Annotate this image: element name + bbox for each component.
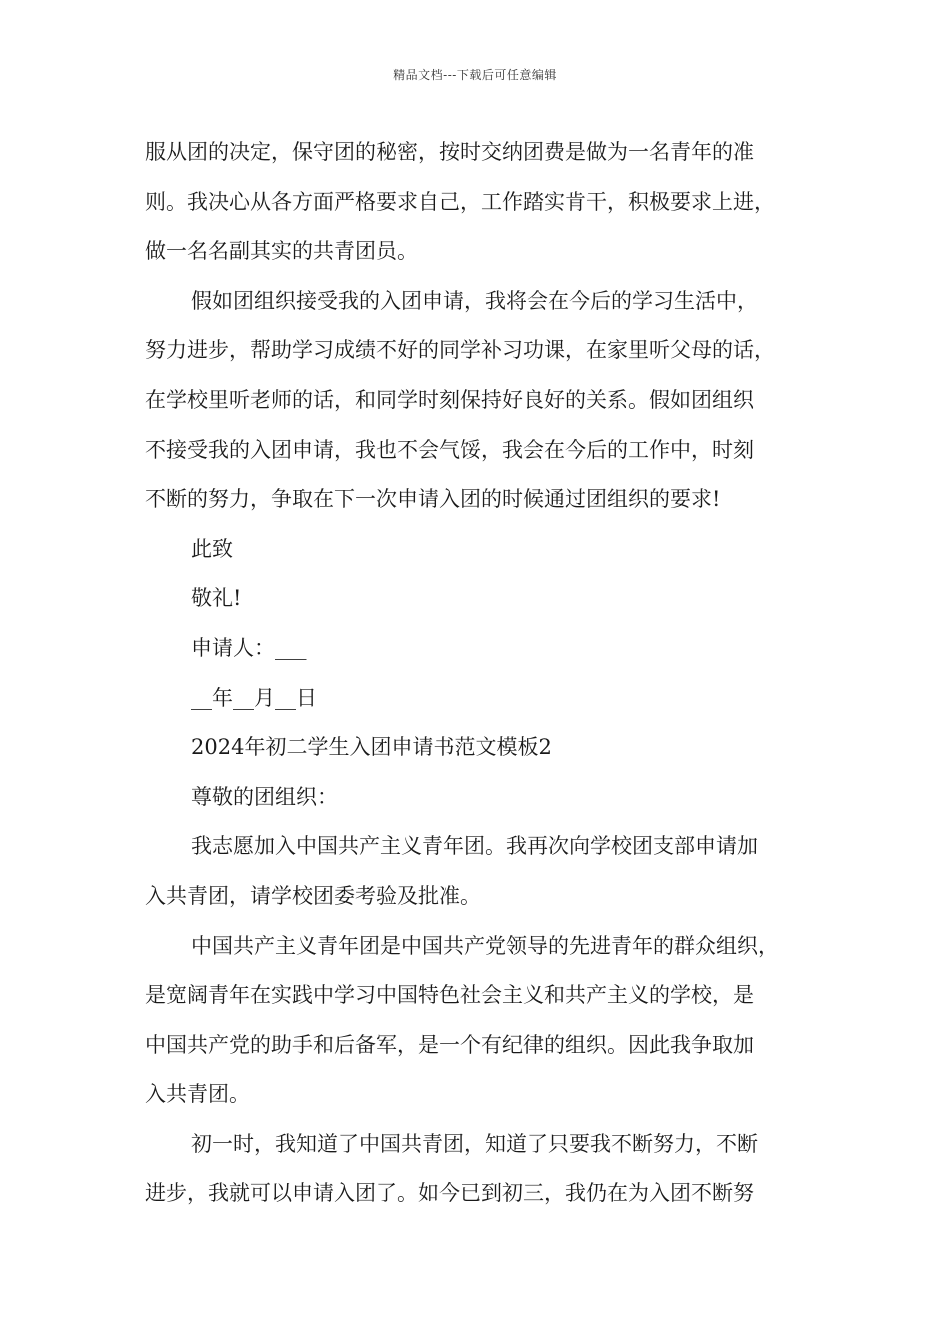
applicant-signature-line: 申请人：___ [191, 635, 307, 660]
paragraph-line: 是宽阔青年在实践中学习中国特色社会主义和共产主义的学校，是 [145, 983, 754, 1008]
paragraph-line: 在学校里听老师的话，和同学时刻保持好良好的关系。假如团组织 [145, 387, 754, 412]
paragraph-line: 则。我决心从各方面严格要求自己，工作踏实肯干，积极要求上进， [145, 189, 775, 214]
page-header: 精品文档---下载后可任意编辑 [393, 68, 557, 82]
closing-regards: 敬礼! [191, 586, 242, 611]
paragraph-line: 假如团组织接受我的入团申请，我将会在今后的学习生活中， [191, 288, 758, 313]
closing-salutation: 此致 [191, 536, 233, 561]
paragraph-line: 初一时，我知道了中国共青团，知道了只要我不断努力，不断 [191, 1131, 758, 1156]
greeting: 尊敬的团组织： [191, 784, 338, 809]
paragraph-line: 不接受我的入团申请，我也不会气馁，我会在今后的工作中，时刻 [145, 437, 754, 462]
date-line: __年__月__日 [191, 685, 317, 710]
paragraph-line: 入共青团。 [145, 1082, 250, 1107]
paragraph-line: 我志愿加入中国共产主义青年团。我再次向学校团支部申请加 [191, 834, 758, 859]
document-body [145, 128, 825, 1219]
paragraph-line: 不断的努力，争取在下一次申请入团的时候通过团组织的要求! [145, 487, 721, 512]
section-title: 2024年初二学生入团申请书范文模板2 [191, 735, 552, 760]
paragraph-line: 努力进步，帮助学习成绩不好的同学补习功课，在家里听父母的话， [145, 338, 775, 363]
paragraph-line: 入共青团，请学校团委考验及批准。 [145, 883, 481, 908]
paragraph-line: 做一名名副其实的共青团员。 [145, 239, 418, 264]
paragraph-line: 服从团的决定，保守团的秘密，按时交纳团费是做为一名青年的准 [145, 140, 754, 164]
paragraph-line: 中国共产党的助手和后备军，是一个有纪律的组织。因此我争取加 [145, 1032, 754, 1057]
paragraph-line: 进步，我就可以申请入团了。如今已到初三，我仍在为入团不断努 [145, 1181, 754, 1206]
paragraph-line: 中国共产主义青年团是中国共产党领导的先进青年的群众组织， [191, 933, 779, 958]
